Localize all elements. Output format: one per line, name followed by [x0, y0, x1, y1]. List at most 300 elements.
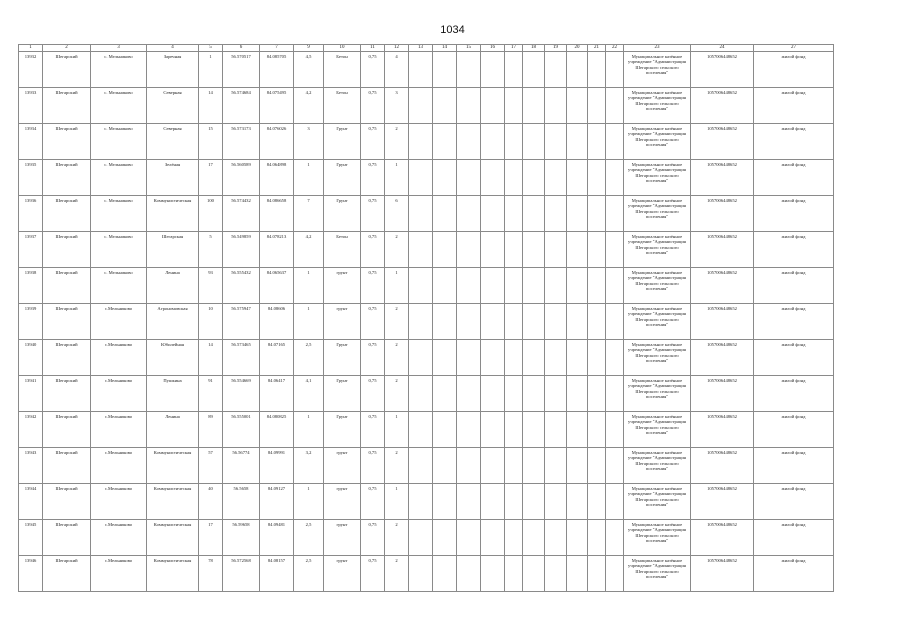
cell-owner: Муниципальное казённое учреждение "Администрация Шегарского сельского поселения": [624, 340, 691, 376]
cell-fund: жилой фонд: [754, 196, 834, 232]
cell-empty: [433, 304, 457, 340]
cell-empty: [457, 196, 481, 232]
cell-owner: Муниципальное казённое учреждение "Администрация Шегарского сельского поселения": [624, 520, 691, 556]
cell-empty: [545, 196, 567, 232]
cell-empty: [409, 124, 433, 160]
column-header: 2: [43, 45, 91, 52]
cell-count: 2: [385, 124, 409, 160]
cell-len: 3,2: [294, 448, 324, 484]
cell-empty: [433, 268, 457, 304]
cell-lat: 56.56774: [223, 448, 260, 484]
cell-district: Шегарский: [43, 448, 91, 484]
cell-empty: [505, 268, 523, 304]
cell-lat: 56.574684: [223, 88, 260, 124]
cell-len: 4,5: [294, 52, 324, 88]
cell-width: 0,75: [361, 520, 385, 556]
cell-count: 1: [385, 484, 409, 520]
cell-empty: [588, 376, 606, 412]
cell-empty: [505, 196, 523, 232]
cell-len: 2,5: [294, 556, 324, 592]
cell-empty: [481, 232, 505, 268]
cell-empty: [588, 448, 606, 484]
cell-empty: [588, 412, 606, 448]
cell-empty: [545, 304, 567, 340]
cell-locality: с.Мельниково: [91, 376, 147, 412]
cell-empty: [523, 52, 545, 88]
cell-empty: [505, 556, 523, 592]
cell-ogrn: 1057006448652: [691, 52, 754, 88]
cell-locality: с. Мельниково: [91, 232, 147, 268]
cell-empty: [457, 412, 481, 448]
cell-district: Шегарский: [43, 160, 91, 196]
cell-empty: [457, 556, 481, 592]
cell-fund: жилой фонд: [754, 232, 834, 268]
cell-surface: Бетон: [324, 88, 361, 124]
cell-locality: с.Мельниково: [91, 484, 147, 520]
cell-count: 2: [385, 232, 409, 268]
cell-empty: [505, 484, 523, 520]
cell-empty: [523, 124, 545, 160]
cell-lon: 84.09481: [260, 520, 294, 556]
cell-empty: [505, 340, 523, 376]
cell-empty: [481, 88, 505, 124]
cell-empty: [433, 160, 457, 196]
table-row: [19, 88, 834, 124]
cell-empty: [481, 376, 505, 412]
cell-empty: [409, 376, 433, 412]
cell-count: 1: [385, 412, 409, 448]
table-row: [19, 160, 834, 196]
cell-empty: [409, 448, 433, 484]
cell-empty: [481, 556, 505, 592]
cell-empty: [567, 304, 588, 340]
cell-ogrn: 1057006448652: [691, 268, 754, 304]
cell-empty: [567, 484, 588, 520]
cell-ogrn: 1057006448652: [691, 232, 754, 268]
cell-count: 2: [385, 448, 409, 484]
header-row: [19, 45, 834, 52]
cell-lon: 84.085705: [260, 52, 294, 88]
table-row: [19, 304, 834, 340]
cell-empty: [481, 196, 505, 232]
cell-locality: с. Мельниково: [91, 52, 147, 88]
cell-width: 0,75: [361, 52, 385, 88]
cell-empty: [567, 520, 588, 556]
cell-empty: [457, 268, 481, 304]
cell-empty: [545, 268, 567, 304]
cell-surface: Грунт: [324, 196, 361, 232]
cell-empty: [481, 340, 505, 376]
cell-empty: [567, 556, 588, 592]
cell-empty: [457, 124, 481, 160]
cell-num: 100: [199, 196, 223, 232]
cell-empty: [457, 340, 481, 376]
cell-empty: [433, 448, 457, 484]
cell-width: 0,75: [361, 556, 385, 592]
cell-owner: Муниципальное казённое учреждение "Администрация Шегарского сельского поселения": [624, 376, 691, 412]
cell-width: 0,75: [361, 340, 385, 376]
cell-empty: [545, 412, 567, 448]
cell-num: 17: [199, 160, 223, 196]
cell-lat: 56.555432: [223, 268, 260, 304]
cell-ogrn: 1057006448652: [691, 124, 754, 160]
table-row: [19, 232, 834, 268]
cell-num: 78: [199, 556, 223, 592]
column-header: 15: [457, 45, 481, 52]
cell-locality: с.Мельниково: [91, 412, 147, 448]
cell-width: 0,75: [361, 124, 385, 160]
cell-empty: [588, 160, 606, 196]
column-header: 24: [691, 45, 754, 52]
cell-lat: 56.573173: [223, 124, 260, 160]
table-row: [19, 520, 834, 556]
cell-id: 13941: [19, 376, 43, 412]
cell-locality: с. Мельниково: [91, 196, 147, 232]
cell-empty: [481, 160, 505, 196]
cell-num: 93: [199, 268, 223, 304]
column-header: 3: [91, 45, 147, 52]
cell-lon: 84.064898: [260, 160, 294, 196]
cell-owner: Муниципальное казённое учреждение "Администрация Шегарского сельского поселения": [624, 412, 691, 448]
column-header: 11: [361, 45, 385, 52]
cell-empty: [481, 268, 505, 304]
cell-count: 2: [385, 304, 409, 340]
cell-width: 0,75: [361, 448, 385, 484]
cell-district: Шегарский: [43, 52, 91, 88]
cell-lon: 84.08157: [260, 556, 294, 592]
cell-empty: [433, 520, 457, 556]
cell-surface: Бетон: [324, 52, 361, 88]
cell-empty: [433, 556, 457, 592]
cell-num: 91: [199, 376, 223, 412]
cell-surface: грунт: [324, 556, 361, 592]
cell-id: 13944: [19, 484, 43, 520]
cell-empty: [481, 124, 505, 160]
cell-street: Пушкина: [147, 376, 199, 412]
cell-fund: жилой фонд: [754, 268, 834, 304]
cell-id: 13939: [19, 304, 43, 340]
cell-empty: [545, 340, 567, 376]
cell-empty: [433, 340, 457, 376]
cell-locality: с.Мельниково: [91, 448, 147, 484]
cell-fund: жилой фонд: [754, 448, 834, 484]
cell-len: 1: [294, 160, 324, 196]
cell-surface: грунт: [324, 304, 361, 340]
column-header: 9: [294, 45, 324, 52]
cell-id: 13946: [19, 556, 43, 592]
cell-empty: [606, 556, 624, 592]
cell-empty: [606, 448, 624, 484]
cell-owner: Муниципальное казённое учреждение "Администрация Шегарского сельского поселения": [624, 484, 691, 520]
cell-ogrn: 1057006448652: [691, 484, 754, 520]
cell-locality: с. Мельниково: [91, 268, 147, 304]
cell-empty: [523, 556, 545, 592]
cell-district: Шегарский: [43, 196, 91, 232]
cell-owner: Муниципальное казённое учреждение "Администрация Шегарского сельского поселения": [624, 160, 691, 196]
cell-street: Коммунистическая: [147, 448, 199, 484]
cell-empty: [433, 412, 457, 448]
cell-ogrn: 1057006448652: [691, 412, 754, 448]
cell-lon: 84.086658: [260, 196, 294, 232]
cell-district: Шегарский: [43, 412, 91, 448]
cell-empty: [606, 196, 624, 232]
cell-empty: [481, 304, 505, 340]
column-header: 19: [545, 45, 567, 52]
cell-empty: [523, 196, 545, 232]
cell-empty: [567, 124, 588, 160]
cell-surface: грунт: [324, 448, 361, 484]
cell-empty: [505, 232, 523, 268]
cell-locality: с.Мельниково: [91, 304, 147, 340]
cell-empty: [505, 304, 523, 340]
cell-id: 13937: [19, 232, 43, 268]
cell-empty: [606, 124, 624, 160]
cell-empty: [433, 376, 457, 412]
cell-len: 1: [294, 304, 324, 340]
cell-empty: [588, 304, 606, 340]
cell-district: Шегарский: [43, 376, 91, 412]
cell-empty: [545, 484, 567, 520]
cell-width: 0,75: [361, 232, 385, 268]
cell-empty: [457, 304, 481, 340]
table-row: [19, 124, 834, 160]
cell-empty: [588, 124, 606, 160]
cell-ogrn: 1057006448652: [691, 376, 754, 412]
column-header: 22: [606, 45, 624, 52]
cell-owner: Муниципальное казённое учреждение "Администрация Шегарского сельского поселения": [624, 232, 691, 268]
cell-empty: [545, 376, 567, 412]
cell-empty: [409, 160, 433, 196]
cell-empty: [481, 448, 505, 484]
cell-len: 1: [294, 412, 324, 448]
cell-street: Зелёная: [147, 160, 199, 196]
cell-empty: [523, 304, 545, 340]
cell-empty: [523, 376, 545, 412]
cell-empty: [505, 52, 523, 88]
cell-empty: [457, 52, 481, 88]
cell-empty: [409, 88, 433, 124]
cell-count: 3: [385, 88, 409, 124]
cell-fund: жилой фонд: [754, 340, 834, 376]
cell-num: 40: [199, 484, 223, 520]
cell-empty: [505, 448, 523, 484]
cell-surface: Грунт: [324, 340, 361, 376]
cell-empty: [606, 304, 624, 340]
cell-street: Северная: [147, 88, 199, 124]
cell-empty: [409, 520, 433, 556]
cell-num: 15: [199, 124, 223, 160]
cell-empty: [606, 232, 624, 268]
cell-locality: с. Мельниково: [91, 124, 147, 160]
cell-empty: [505, 520, 523, 556]
cell-num: 14: [199, 88, 223, 124]
column-header: 17: [505, 45, 523, 52]
column-header: 4: [147, 45, 199, 52]
cell-ogrn: 1057006448652: [691, 160, 754, 196]
cell-len: 7: [294, 196, 324, 232]
cell-num: 10: [199, 304, 223, 340]
cell-ogrn: 1057006448652: [691, 448, 754, 484]
cell-owner: Муниципальное казённое учреждение "Администрация Шегарского сельского поселения": [624, 556, 691, 592]
cell-lat: 56.572568: [223, 556, 260, 592]
cell-empty: [409, 232, 433, 268]
column-header: 5: [199, 45, 223, 52]
cell-street: Северная: [147, 124, 199, 160]
cell-fund: жилой фонд: [754, 52, 834, 88]
cell-empty: [523, 160, 545, 196]
cell-empty: [567, 160, 588, 196]
cell-district: Шегарский: [43, 268, 91, 304]
cell-street: Коммунистическая: [147, 484, 199, 520]
cell-empty: [588, 340, 606, 376]
cell-width: 0,75: [361, 88, 385, 124]
cell-len: 1: [294, 484, 324, 520]
cell-empty: [567, 448, 588, 484]
cell-district: Шегарский: [43, 124, 91, 160]
cell-empty: [545, 232, 567, 268]
cell-empty: [567, 88, 588, 124]
cell-ogrn: 1057006448652: [691, 520, 754, 556]
cell-count: 1: [385, 268, 409, 304]
cell-empty: [606, 88, 624, 124]
cell-ogrn: 1057006448652: [691, 88, 754, 124]
cell-surface: Грунт: [324, 412, 361, 448]
column-header: 27: [754, 45, 834, 52]
table-row: [19, 196, 834, 232]
cell-empty: [567, 376, 588, 412]
cell-empty: [606, 340, 624, 376]
cell-ogrn: 1057006448652: [691, 340, 754, 376]
cell-empty: [457, 448, 481, 484]
cell-district: Шегарский: [43, 484, 91, 520]
cell-num: 5: [199, 232, 223, 268]
cell-empty: [409, 340, 433, 376]
cell-count: 2: [385, 340, 409, 376]
cell-street: Заречная: [147, 52, 199, 88]
cell-empty: [588, 520, 606, 556]
cell-lon: 84.065637: [260, 268, 294, 304]
cell-len: 4,1: [294, 376, 324, 412]
cell-id: 13934: [19, 124, 43, 160]
cell-owner: Муниципальное казённое учреждение "Администрация Шегарского сельского поселения": [624, 448, 691, 484]
cell-street: Агрономовская: [147, 304, 199, 340]
cell-owner: Муниципальное казённое учреждение "Администрация Шегарского сельского поселения": [624, 268, 691, 304]
cell-fund: жилой фонд: [754, 520, 834, 556]
cell-street: Ленина: [147, 412, 199, 448]
table-row: [19, 556, 834, 592]
cell-empty: [505, 88, 523, 124]
cell-surface: грунт: [324, 520, 361, 556]
cell-empty: [457, 160, 481, 196]
table-row: [19, 376, 834, 412]
registry-table: [18, 44, 834, 592]
cell-empty: [606, 412, 624, 448]
cell-num: 57: [199, 448, 223, 484]
cell-owner: Муниципальное казённое учреждение "Администрация Шегарского сельского поселения": [624, 196, 691, 232]
cell-street: Коммунистическая: [147, 556, 199, 592]
cell-empty: [457, 232, 481, 268]
cell-empty: [505, 412, 523, 448]
cell-num: 89: [199, 412, 223, 448]
cell-district: Шегарский: [43, 520, 91, 556]
cell-lon: 84.080825: [260, 412, 294, 448]
cell-lat: 56.59658: [223, 520, 260, 556]
cell-len: 1: [294, 268, 324, 304]
cell-lat: 56.575947: [223, 304, 260, 340]
table-row: [19, 412, 834, 448]
cell-empty: [545, 88, 567, 124]
cell-empty: [433, 196, 457, 232]
column-header: 7: [260, 45, 294, 52]
cell-surface: Бетон: [324, 232, 361, 268]
cell-id: 13932: [19, 52, 43, 88]
cell-empty: [523, 340, 545, 376]
cell-empty: [457, 520, 481, 556]
cell-empty: [567, 340, 588, 376]
cell-lon: 84.075495: [260, 88, 294, 124]
cell-empty: [567, 412, 588, 448]
cell-empty: [606, 484, 624, 520]
cell-empty: [606, 160, 624, 196]
cell-id: 13936: [19, 196, 43, 232]
cell-empty: [481, 52, 505, 88]
cell-owner: Муниципальное казённое учреждение "Администрация Шегарского сельского поселения": [624, 52, 691, 88]
cell-empty: [567, 268, 588, 304]
column-header: 6: [223, 45, 260, 52]
table-row: [19, 484, 834, 520]
cell-owner: Муниципальное казённое учреждение "Администрация Шегарского сельского поселения": [624, 124, 691, 160]
cell-locality: с. Мельниково: [91, 160, 147, 196]
cell-surface: Грунт: [324, 124, 361, 160]
cell-width: 0,75: [361, 304, 385, 340]
table-row: [19, 448, 834, 484]
cell-empty: [545, 52, 567, 88]
column-header: 20: [567, 45, 588, 52]
cell-empty: [523, 232, 545, 268]
table-row: [19, 340, 834, 376]
cell-empty: [481, 520, 505, 556]
column-header: 13: [409, 45, 433, 52]
column-header: 16: [481, 45, 505, 52]
column-header: 23: [624, 45, 691, 52]
cell-id: 13942: [19, 412, 43, 448]
cell-empty: [433, 484, 457, 520]
cell-empty: [505, 124, 523, 160]
cell-empty: [505, 376, 523, 412]
cell-count: 2: [385, 556, 409, 592]
cell-empty: [409, 196, 433, 232]
cell-empty: [409, 52, 433, 88]
page-number: 1034: [440, 24, 465, 36]
cell-empty: [567, 52, 588, 88]
cell-empty: [481, 484, 505, 520]
cell-empty: [588, 196, 606, 232]
cell-district: Шегарский: [43, 232, 91, 268]
cell-empty: [545, 520, 567, 556]
cell-id: 13940: [19, 340, 43, 376]
cell-surface: Грунт: [324, 376, 361, 412]
cell-lon: 84.09127: [260, 484, 294, 520]
cell-lon: 84.09991: [260, 448, 294, 484]
cell-fund: жилой фонд: [754, 160, 834, 196]
cell-fund: жилой фонд: [754, 88, 834, 124]
cell-empty: [606, 376, 624, 412]
cell-count: 2: [385, 376, 409, 412]
cell-street: Ленина: [147, 268, 199, 304]
cell-ogrn: 1057006448652: [691, 556, 754, 592]
cell-fund: жилой фонд: [754, 376, 834, 412]
cell-surface: Грунт: [324, 160, 361, 196]
